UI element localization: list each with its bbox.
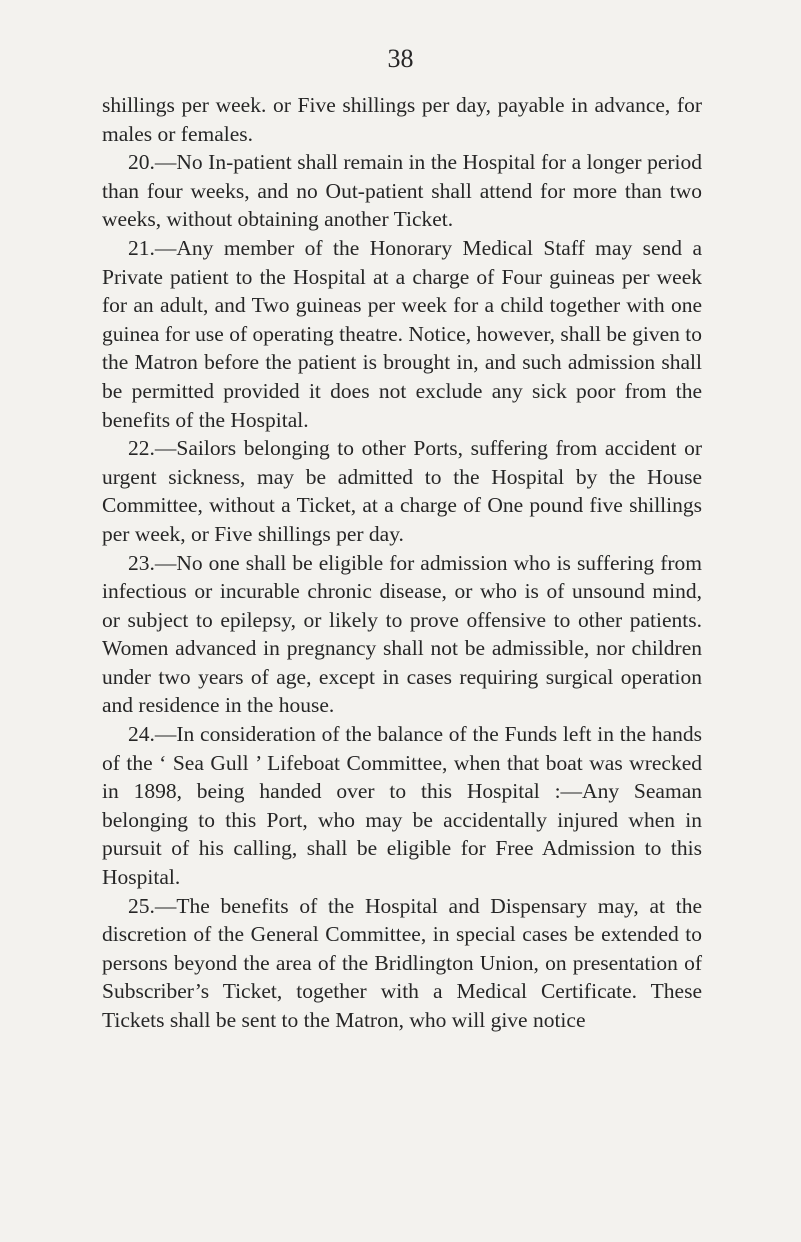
rule-21-paragraph: 21.—Any member of the Honorary Medical Staff may send a Private patient to the Hospital at a charge of Four guineas per week for an adult, and Two guineas per week for a child together with one guinea for use of operating theatre. Notice, however, shall be given to the Matron before the patient is brought in, and such admission shall be permitted provided it does not exclude any sick poor from the benefits of the Hospital. [102, 235, 702, 432]
page-number: 38 [387, 44, 414, 73]
rule-23-paragraph: 23.—No one shall be eligible for admission who is suffering from infectious or incurable chronic disease, or who is of unsound mind, or subject to epilepsy, or likely to prove offensive to other patients. Women advanced in pregnancy shall not be admissible, nor children under two years of age, except in cases requiring surgical operation and residence in the house. [102, 550, 702, 718]
paragraph-continuation: shillings per week. or Five shillings per day, payable in advance, for males or females. [102, 93, 702, 146]
rule-25-paragraph: 25.—The benefits of the Hospital and Dispensary may, at the discretion of the General Committee, in special cases be extended to persons beyond the area of the Bridlington Union, on presentation of Subscriber’s Ticket, together with a Medical Certificate. These Tickets shall be sent to the Matron, who will give notice [102, 893, 702, 1032]
body-text [102, 91, 702, 1035]
rule-24-paragraph: 24.—In consideration of the balance of the Funds left in the hands of the ‘ Sea Gull ’ Lifeboat Committee, when that boat was wrecked in 1898, being handed over to this Hospital :—Any Seaman belonging to this Port, who may be accidentally injured when in pursuit of his calling, shall be eligible for Free Admission to this Hospital. [102, 722, 702, 890]
rule-20-paragraph: 20.—No In-patient shall remain in the Hospital for a longer period than four weeks, and no Out-patient shall attend for more than two weeks, without obtaining another Ticket. [102, 150, 702, 232]
rule-22-paragraph: 22.—Sailors belonging to other Ports, suffering from accident or urgent sickness, may be admitted to the Hospital by the House Committee, without a Ticket, at a charge of One pound five shillings per week, or Five shillings per day. [102, 436, 702, 546]
